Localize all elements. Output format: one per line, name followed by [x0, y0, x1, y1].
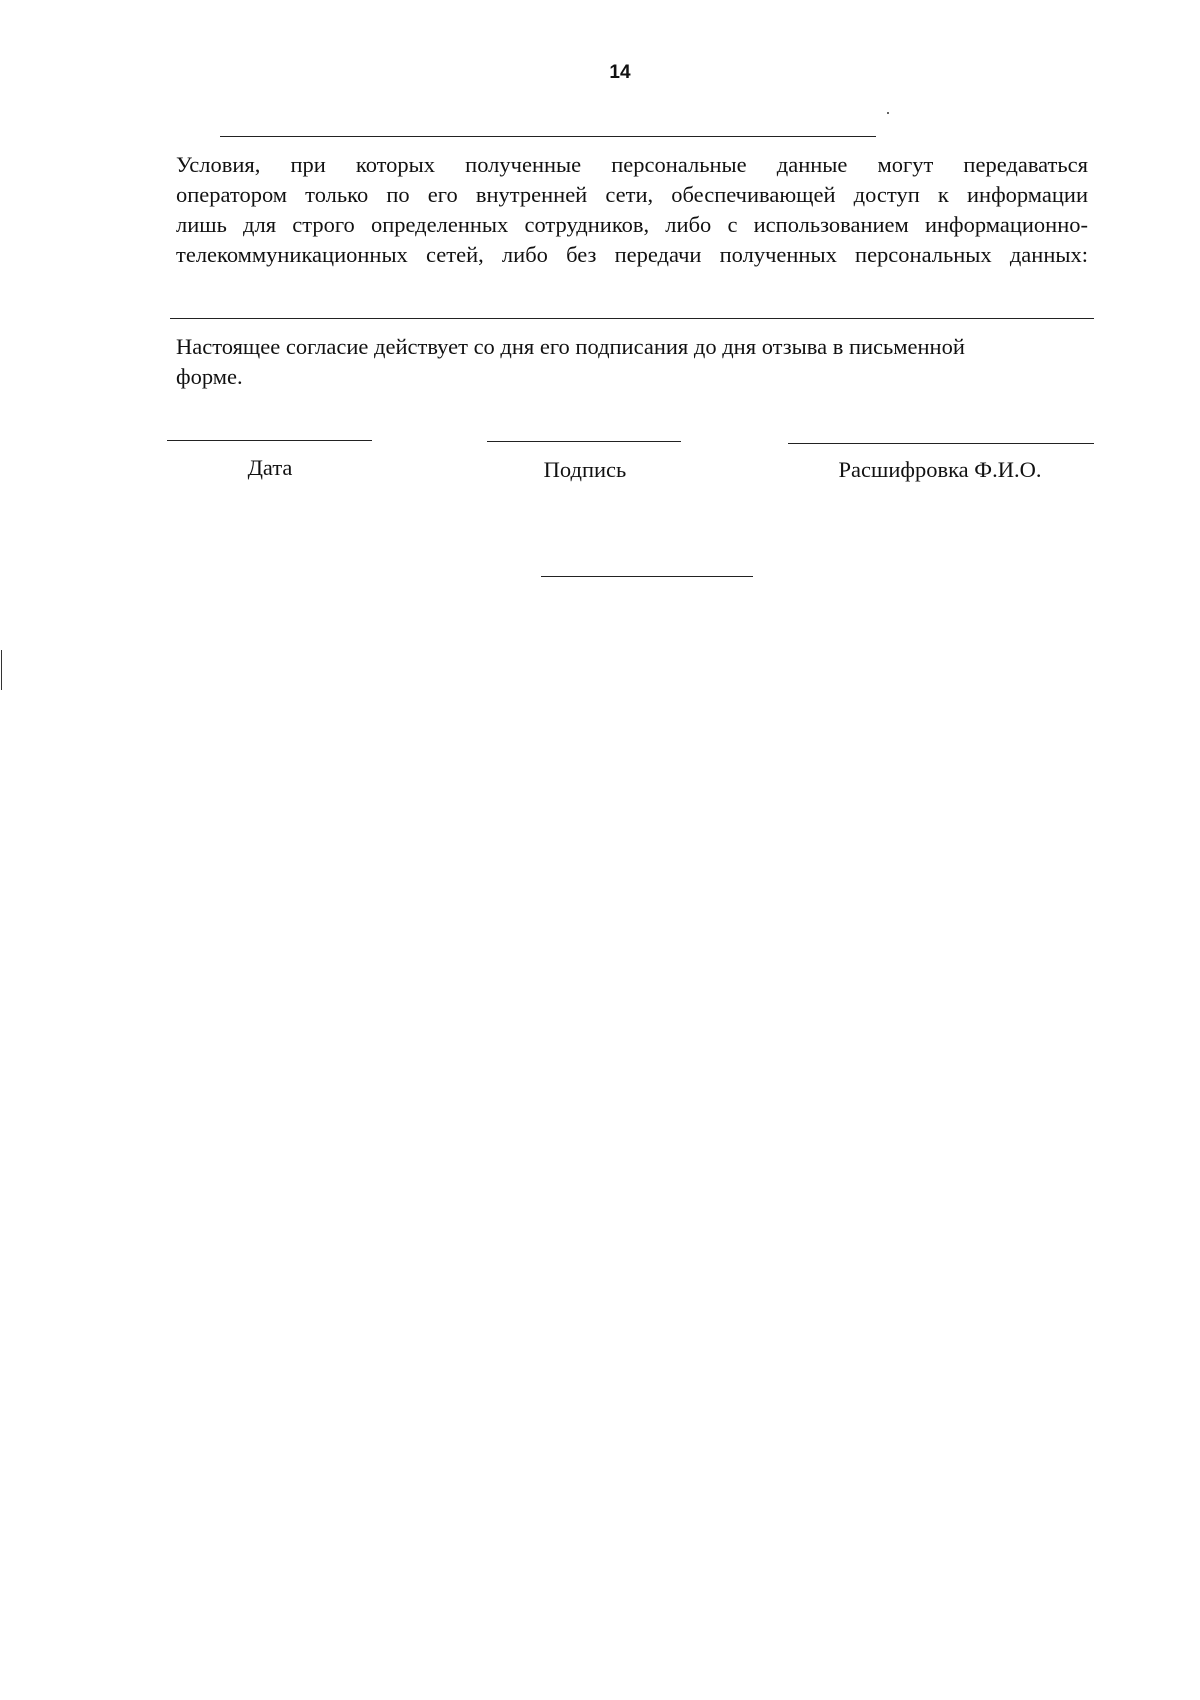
date-signature-line [167, 440, 372, 441]
conditions-line: оператором только по его внутренней сети, обеспечивающей доступ к информации [176, 182, 1088, 207]
scan-edge-mark [1, 650, 2, 690]
fill-in-line-top [220, 136, 876, 137]
signature-label: Подпись [543, 457, 627, 482]
conditions-paragraph [176, 150, 1088, 270]
end-separator-line [541, 576, 753, 577]
scan-speck [887, 112, 889, 114]
name-signature-line [788, 443, 1094, 444]
conditions-line: лишь для строго определенных сотрудников, либо с использованием информационно- [176, 212, 1088, 237]
name-label: Расшифровка Ф.И.О. [838, 457, 1042, 482]
validity-line: форме. [176, 364, 243, 389]
page-number: 14 [609, 62, 631, 83]
conditions-line: Условия, при которых полученные персональные данные могут передаваться [176, 152, 1088, 177]
validity-paragraph [176, 332, 1088, 392]
conditions-answer-line [170, 318, 1094, 319]
validity-line: Настоящее согласие действует со дня его подписания до дня отзыва в письменной [176, 334, 965, 359]
date-label: Дата [247, 455, 293, 480]
conditions-line: телекоммуникационных сетей, либо без передачи полученных персональных данных: [176, 242, 1088, 267]
signature-line [487, 441, 681, 442]
